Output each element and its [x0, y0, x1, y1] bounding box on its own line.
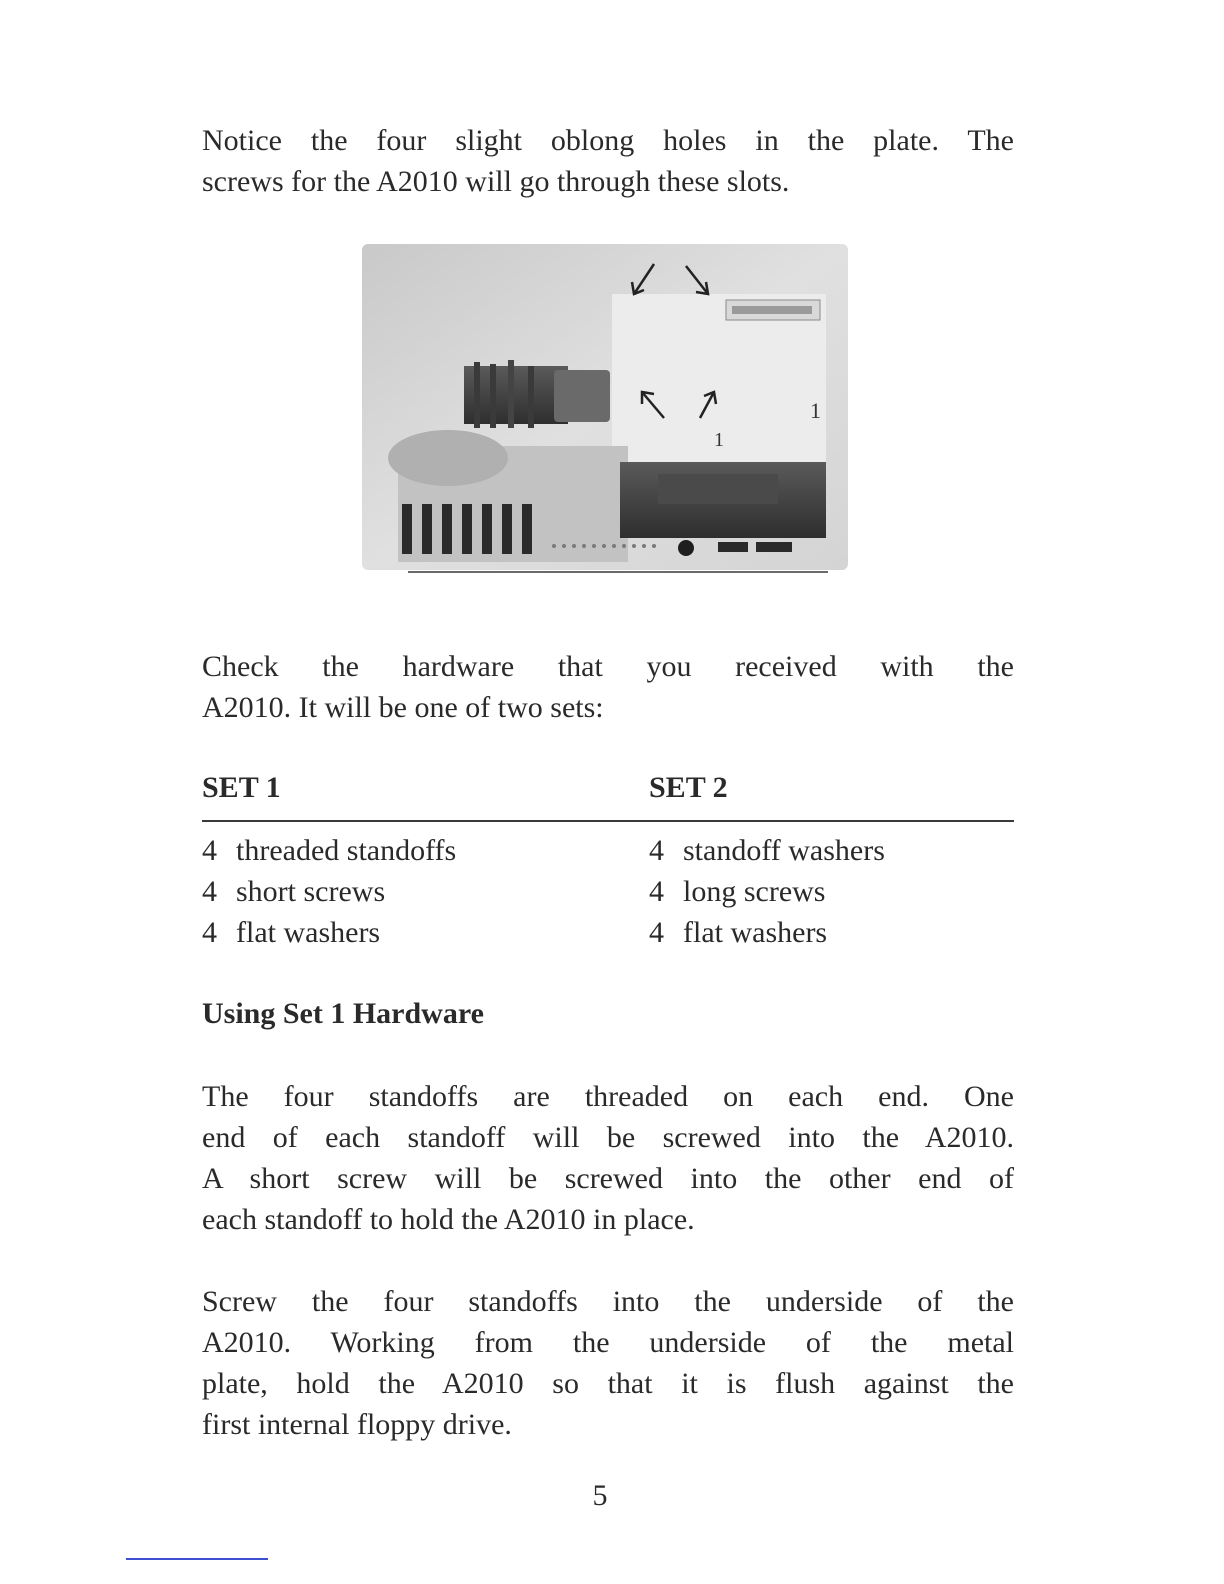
set2-heading: SET 2 [649, 771, 728, 804]
item-qty: 4 [202, 834, 217, 867]
item-qty: 4 [202, 875, 217, 908]
standoffs-line: each standoff to hold the A2010 in place. [202, 1203, 695, 1236]
section-heading: Using Set 1 Hardware [202, 997, 484, 1030]
intro-line: Notice the four slight oblong holes in the plate. The [202, 124, 1014, 157]
item-name: standoff washers [683, 834, 885, 867]
instructions-line: A2010. Working from the underside of the metal [202, 1326, 1014, 1359]
page-number: 5 [592, 1479, 608, 1512]
instructions-line: Screw the four standoffs into the underside of the [202, 1285, 1014, 1318]
item-qty: 4 [649, 834, 664, 867]
list-item [202, 912, 456, 953]
instructions-line: plate, hold the A2010 so that it is flush against the [202, 1367, 1014, 1400]
intro-line: screws for the A2010 will go through these slots. [202, 165, 790, 198]
label-mark: 1 [714, 429, 724, 451]
set1-list [202, 830, 456, 953]
check-line: Check the hardware that you received with the [202, 650, 1014, 683]
standoffs-line: A short screw will be screwed into the other end of [202, 1162, 1014, 1195]
instructions-paragraph [202, 1281, 1014, 1445]
list-item [202, 871, 456, 912]
label-mark: 1 [810, 398, 821, 423]
list-item [202, 830, 456, 871]
item-name: flat washers [683, 916, 828, 949]
check-paragraph [202, 646, 1014, 728]
footer-rule [126, 1558, 268, 1560]
check-line: A2010. It will be one of two sets: [202, 691, 604, 724]
amiga-chassis-photo [358, 242, 852, 578]
item-name: short screws [236, 875, 386, 908]
item-name: flat washers [236, 916, 381, 949]
standoffs-line: end of each standoff will be screwed into the A2010. [202, 1121, 1014, 1154]
list-item [649, 871, 885, 912]
list-item [649, 830, 885, 871]
item-qty: 4 [202, 916, 217, 949]
power-led [678, 540, 694, 556]
instructions-line: first internal floppy drive. [202, 1408, 512, 1441]
list-item [649, 912, 885, 953]
item-qty: 4 [649, 875, 664, 908]
item-name: long screws [683, 875, 826, 908]
standoffs-paragraph [202, 1076, 1014, 1240]
item-name: threaded standoffs [236, 834, 457, 867]
intro-paragraph [202, 120, 1014, 202]
standoffs-line: The four standoffs are threaded on each end. One [202, 1080, 1014, 1113]
set2-list [649, 830, 885, 953]
item-qty: 4 [649, 916, 664, 949]
set1-heading: SET 1 [202, 771, 281, 804]
table-rule [202, 820, 1014, 822]
